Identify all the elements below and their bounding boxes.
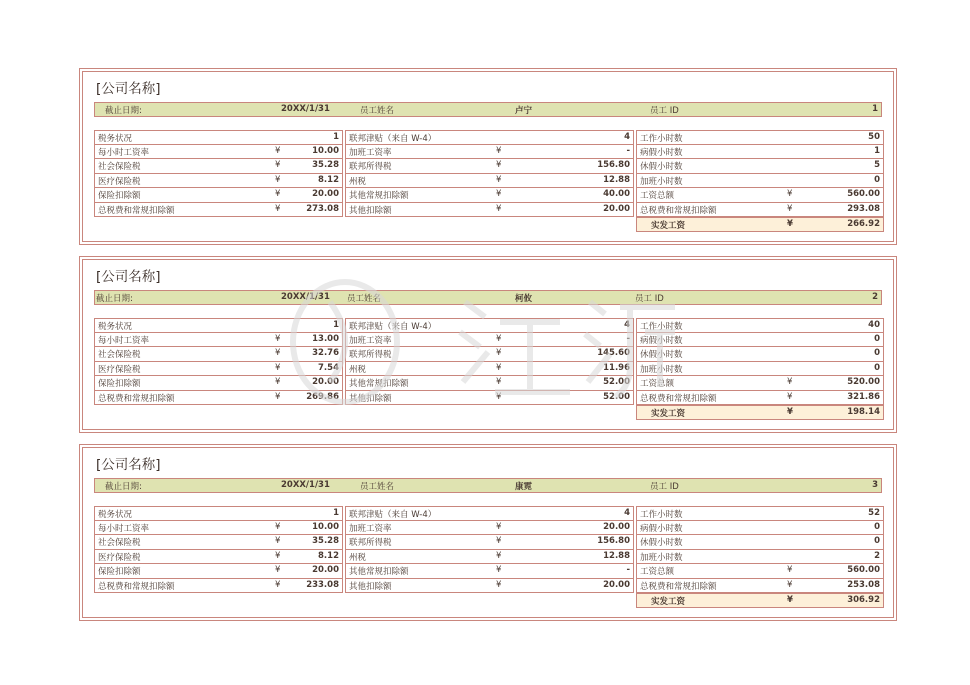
stub-row (636, 188, 884, 203)
stub-row (345, 362, 634, 377)
currency-symbol: ¥ (496, 348, 502, 358)
stub-row (94, 506, 343, 521)
stub-row (636, 159, 884, 174)
row-label: 加班工资率 (349, 523, 392, 534)
stub-row (94, 347, 343, 362)
stub-row (636, 391, 884, 406)
row-label: 加班小时数 (640, 176, 683, 187)
stub-row (636, 333, 884, 348)
currency-symbol: ¥ (787, 189, 793, 199)
row-label: 社会保险税 (98, 350, 141, 360)
row-label: 病假小时数 (640, 335, 683, 346)
stub-row (345, 347, 634, 362)
row-value: 198.14 (847, 407, 880, 417)
currency-symbol: ¥ (496, 333, 502, 344)
employee-id: 3 (872, 480, 878, 490)
row-value: 0 (874, 521, 880, 532)
stub-row (94, 521, 343, 536)
stub-row (345, 174, 634, 189)
row-value: 35.28 (312, 536, 339, 546)
row-value: 32.76 (312, 348, 339, 358)
currency-symbol: ¥ (496, 377, 502, 387)
row-label: 总税费和常规扣除额 (640, 205, 717, 216)
stub-row (94, 535, 343, 550)
row-value: 156.80 (597, 536, 630, 546)
row-value: 20.00 (312, 189, 339, 199)
row-label: 工作小时数 (640, 322, 683, 332)
currency-symbol: ¥ (787, 407, 793, 417)
row-value: 20.00 (603, 521, 630, 532)
row-label: 休假小时数 (640, 350, 683, 360)
company-name: [公司名称] (96, 81, 161, 97)
row-label: 工作小时数 (640, 134, 683, 144)
row-label: 休假小时数 (640, 162, 683, 172)
currency-symbol: ¥ (275, 536, 281, 546)
row-label: 总税费和常规扣除额 (640, 393, 717, 404)
employee-name-label: 员工姓名 (347, 294, 382, 304)
stub-row (636, 550, 884, 565)
employee-id-label: 员工 ID (635, 294, 664, 304)
row-value: 4 (624, 508, 630, 518)
row-label: 工资总额 (640, 379, 675, 389)
employee-name: 柯攸 (515, 294, 533, 304)
row-value: 11.96 (603, 362, 630, 373)
period-date: 20XX/1/31 (281, 480, 330, 490)
row-value: 20.00 (312, 565, 339, 575)
currency-symbol: ¥ (496, 362, 502, 373)
row-value: 10.00 (312, 521, 339, 532)
row-label: 其他常规扣除额 (349, 379, 409, 389)
currency-symbol: ¥ (496, 536, 502, 546)
stub-row (94, 391, 343, 406)
stub-header-row (94, 102, 882, 117)
row-value: 50 (868, 132, 880, 142)
row-label: 每小时工资率 (98, 523, 150, 534)
row-label: 加班小时数 (640, 364, 683, 375)
stub-row (94, 376, 343, 391)
currency-symbol: ¥ (275, 579, 281, 590)
currency-symbol: ¥ (496, 565, 502, 575)
row-value: 12.88 (603, 550, 630, 561)
stub-row (345, 550, 634, 565)
row-value: 233.08 (306, 579, 339, 590)
currency-symbol: ¥ (496, 550, 502, 561)
stub-row (636, 347, 884, 362)
stub-row (94, 333, 343, 348)
currency-symbol: ¥ (275, 348, 281, 358)
period-date: 20XX/1/31 (281, 104, 330, 114)
row-label: 联邦所得税 (349, 162, 392, 172)
row-label: 病假小时数 (640, 147, 683, 158)
stub-row (94, 318, 343, 333)
stub-row (345, 203, 634, 218)
currency-symbol: ¥ (275, 391, 281, 402)
currency-symbol: ¥ (496, 189, 502, 199)
row-value: 4 (624, 132, 630, 142)
stub-row (636, 203, 884, 218)
stub-row (94, 564, 343, 579)
stub-row (94, 188, 343, 203)
row-value: 1 (333, 132, 339, 142)
stub-row (345, 579, 634, 594)
row-label: 休假小时数 (640, 538, 683, 548)
stub-row (345, 188, 634, 203)
stub-row (636, 145, 884, 160)
pay-stub (79, 256, 897, 433)
row-value: 266.92 (847, 219, 880, 229)
stub-row (636, 579, 884, 594)
row-value: - (626, 145, 630, 156)
row-label: 其他扣除额 (349, 205, 392, 216)
stub-row (636, 521, 884, 536)
company-name: [公司名称] (96, 457, 161, 473)
currency-symbol: ¥ (496, 174, 502, 185)
currency-symbol: ¥ (787, 579, 793, 590)
stub-row (636, 130, 884, 145)
row-value: 5 (874, 160, 880, 170)
row-value: 560.00 (847, 565, 880, 575)
row-value: - (626, 333, 630, 344)
stub-row (94, 362, 343, 377)
stub-row (636, 362, 884, 377)
stub-row (345, 159, 634, 174)
row-label: 税务状况 (98, 134, 133, 144)
stub-row (345, 564, 634, 579)
stub-row (345, 318, 634, 333)
row-label: 州税 (349, 552, 367, 563)
currency-symbol: ¥ (787, 377, 793, 387)
date-label: 截止日期: (105, 106, 142, 116)
row-label: 医疗保险税 (98, 552, 141, 563)
date-label: 截止日期: (96, 294, 133, 304)
currency-symbol: ¥ (496, 160, 502, 170)
stub-row (345, 391, 634, 406)
currency-symbol: ¥ (787, 391, 793, 402)
row-value: 10.00 (312, 145, 339, 156)
row-label: 保险扣除额 (98, 191, 141, 201)
stub-header-row (94, 478, 882, 493)
row-value: 269.86 (306, 391, 339, 402)
row-label: 联邦津贴（来自 W-4） (349, 134, 437, 144)
row-label: 其他扣除额 (349, 393, 392, 404)
net-pay-row (636, 593, 884, 608)
row-label: 税务状况 (98, 510, 133, 520)
row-value: - (626, 565, 630, 575)
period-date: 20XX/1/31 (281, 292, 330, 302)
row-label: 联邦所得税 (349, 350, 392, 360)
currency-symbol: ¥ (496, 579, 502, 590)
row-label: 总税费和常规扣除额 (640, 581, 717, 592)
row-value: 52.00 (603, 391, 630, 402)
row-label: 加班小时数 (640, 552, 683, 563)
row-label: 社会保险税 (98, 162, 141, 172)
stub-row (94, 130, 343, 145)
row-label: 其他常规扣除额 (349, 567, 409, 577)
employee-name: 康霓 (515, 482, 533, 492)
row-label: 工资总额 (640, 567, 675, 577)
currency-symbol: ¥ (787, 565, 793, 575)
stub-row (345, 130, 634, 145)
row-value: 253.08 (847, 579, 880, 590)
stub-row (94, 159, 343, 174)
row-label: 每小时工资率 (98, 147, 150, 158)
stub-row (94, 579, 343, 594)
employee-name-label: 员工姓名 (360, 482, 395, 492)
stub-row (345, 333, 634, 348)
row-value: 0 (874, 362, 880, 373)
row-value: 1 (333, 508, 339, 518)
currency-symbol: ¥ (275, 174, 281, 185)
date-label: 截止日期: (105, 482, 142, 492)
stub-row (345, 521, 634, 536)
employee-name: 卢宁 (515, 106, 533, 116)
stub-row (345, 376, 634, 391)
row-label: 实发工资 (651, 409, 686, 419)
row-label: 保险扣除额 (98, 567, 141, 577)
currency-symbol: ¥ (496, 203, 502, 214)
employee-id-label: 员工 ID (650, 482, 679, 492)
stub-row (636, 174, 884, 189)
row-value: 4 (624, 320, 630, 330)
row-value: 8.12 (318, 174, 339, 185)
currency-symbol: ¥ (787, 203, 793, 214)
currency-symbol: ¥ (275, 160, 281, 170)
row-label: 医疗保险税 (98, 364, 141, 375)
row-label: 总税费和常规扣除额 (98, 393, 175, 404)
row-label: 联邦所得税 (349, 538, 392, 548)
row-label: 总税费和常规扣除额 (98, 581, 175, 592)
pay-stub (79, 68, 897, 245)
row-value: 306.92 (847, 595, 880, 605)
row-value: 145.60 (597, 348, 630, 358)
stub-row (636, 535, 884, 550)
row-value: 13.00 (312, 333, 339, 344)
row-label: 加班工资率 (349, 147, 392, 158)
currency-symbol: ¥ (275, 333, 281, 344)
row-value: 40 (868, 320, 880, 330)
row-value: 1 (333, 320, 339, 330)
row-value: 293.08 (847, 203, 880, 214)
row-value: 12.88 (603, 174, 630, 185)
row-label: 其他常规扣除额 (349, 191, 409, 201)
row-label: 加班工资率 (349, 335, 392, 346)
currency-symbol: ¥ (275, 550, 281, 561)
row-value: 0 (874, 174, 880, 185)
row-label: 州税 (349, 364, 367, 375)
row-label: 医疗保险税 (98, 176, 141, 187)
row-value: 560.00 (847, 189, 880, 199)
company-name: [公司名称] (96, 269, 161, 285)
row-label: 其他扣除额 (349, 581, 392, 592)
row-label: 社会保险税 (98, 538, 141, 548)
row-value: 20.00 (603, 579, 630, 590)
row-label: 保险扣除额 (98, 379, 141, 389)
currency-symbol: ¥ (496, 145, 502, 156)
net-pay-row (636, 405, 884, 420)
stub-row (345, 506, 634, 521)
row-value: 2 (874, 550, 880, 561)
row-value: 156.80 (597, 160, 630, 170)
stub-header-row (94, 290, 882, 305)
currency-symbol: ¥ (275, 377, 281, 387)
row-value: 40.00 (603, 189, 630, 199)
row-label: 州税 (349, 176, 367, 187)
stub-row (94, 550, 343, 565)
stub-row (636, 564, 884, 579)
currency-symbol: ¥ (275, 189, 281, 199)
row-value: 35.28 (312, 160, 339, 170)
row-label: 联邦津贴（来自 W-4） (349, 510, 437, 520)
currency-symbol: ¥ (496, 521, 502, 532)
row-value: 520.00 (847, 377, 880, 387)
row-value: 7.54 (318, 362, 339, 373)
row-value: 1 (874, 145, 880, 156)
row-value: 0 (874, 333, 880, 344)
row-label: 实发工资 (651, 221, 686, 231)
stub-row (636, 376, 884, 391)
stub-row (345, 145, 634, 160)
currency-symbol: ¥ (787, 219, 793, 229)
employee-name-label: 员工姓名 (360, 106, 395, 116)
row-value: 20.00 (603, 203, 630, 214)
row-label: 税务状况 (98, 322, 133, 332)
stub-row (345, 535, 634, 550)
net-pay-row (636, 217, 884, 232)
currency-symbol: ¥ (275, 521, 281, 532)
employee-id: 2 (872, 292, 878, 302)
row-value: 321.86 (847, 391, 880, 402)
row-label: 联邦津贴（来自 W-4） (349, 322, 437, 332)
stub-row (636, 318, 884, 333)
currency-symbol: ¥ (275, 203, 281, 214)
row-value: 20.00 (312, 377, 339, 387)
employee-id-label: 员工 ID (650, 106, 679, 116)
row-label: 工作小时数 (640, 510, 683, 520)
currency-symbol: ¥ (496, 391, 502, 402)
row-value: 273.08 (306, 203, 339, 214)
row-value: 0 (874, 348, 880, 358)
currency-symbol: ¥ (275, 362, 281, 373)
row-value: 52 (868, 508, 880, 518)
employee-id: 1 (872, 104, 878, 114)
stub-row (94, 174, 343, 189)
stub-row (94, 203, 343, 218)
stub-row (636, 506, 884, 521)
currency-symbol: ¥ (787, 595, 793, 605)
row-label: 病假小时数 (640, 523, 683, 534)
row-value: 52.00 (603, 377, 630, 387)
row-label: 总税费和常规扣除额 (98, 205, 175, 216)
row-label: 工资总额 (640, 191, 675, 201)
currency-symbol: ¥ (275, 565, 281, 575)
stub-row (94, 145, 343, 160)
row-value: 0 (874, 536, 880, 546)
row-value: 8.12 (318, 550, 339, 561)
pay-stub (79, 444, 897, 621)
currency-symbol: ¥ (275, 145, 281, 156)
row-label: 每小时工资率 (98, 335, 150, 346)
row-label: 实发工资 (651, 597, 686, 607)
